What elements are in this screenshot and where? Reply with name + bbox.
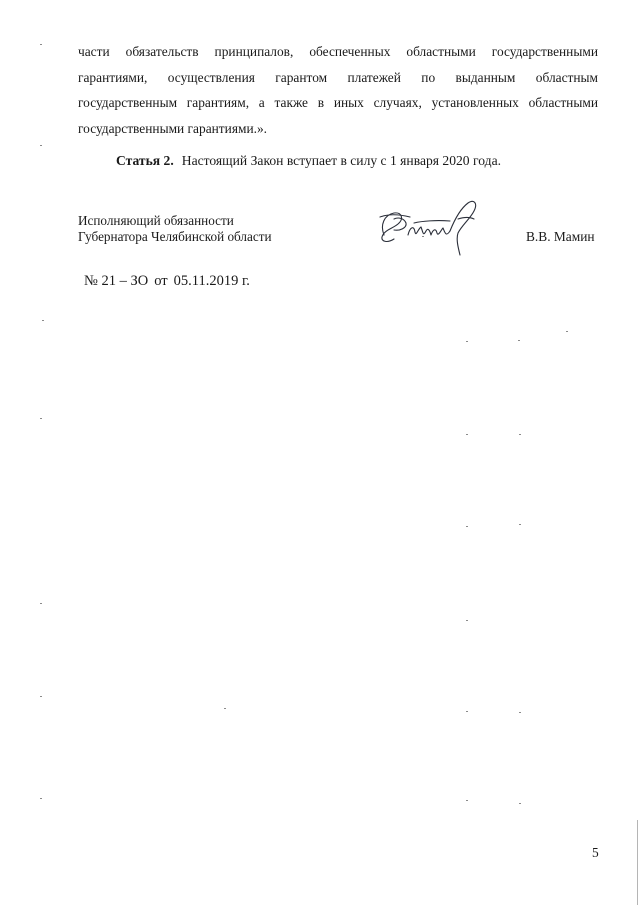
- scan-speck: [466, 341, 468, 342]
- scan-speck: [224, 708, 226, 709]
- scan-speck: [40, 798, 42, 799]
- scan-speck: [466, 620, 468, 621]
- article-2: [116, 153, 501, 169]
- signer-title-line1: Исполняющий обязанности: [78, 213, 234, 228]
- scan-speck: [519, 712, 521, 713]
- law-from: от: [154, 273, 168, 289]
- law-date: 05.11.2019 г.: [173, 273, 250, 289]
- article-label: Статья 2.: [116, 153, 174, 168]
- scan-speck: [466, 711, 468, 712]
- signer-title-line2: Губернатора Челябинской области: [78, 229, 272, 244]
- scan-speck: [40, 145, 42, 146]
- article-text: Настоящий Закон вступает в силу с 1 января 2020 года.: [181, 153, 501, 168]
- scan-speck: [466, 434, 468, 435]
- scan-speck: [519, 524, 521, 525]
- paragraph-continuation: части обязательств принципалов, обеспеченных областными государственными гарантиями, осуществления гарантом платежей по выданным областным государственным гарантиям, а также в иных случаях, установленных областными государственными гарантиями.».: [78, 44, 598, 136]
- law-number: № 21 – ЗО: [84, 273, 149, 289]
- page-number: 5: [592, 845, 599, 860]
- signer-name: В.В. Мамин: [526, 229, 595, 244]
- scan-speck: [519, 434, 521, 435]
- scan-speck: [566, 331, 568, 332]
- law-number-line: [84, 273, 256, 290]
- scan-speck: [466, 526, 468, 527]
- scan-speck: [466, 800, 468, 801]
- scan-speck: [40, 696, 42, 697]
- scan-speck: [40, 44, 42, 45]
- scan-speck: [422, 236, 424, 237]
- scan-speck: [518, 340, 520, 341]
- scan-edge-line: [637, 820, 638, 905]
- scan-speck: [519, 803, 521, 804]
- signer-title: [78, 213, 272, 245]
- handwritten-signature: [374, 197, 484, 259]
- scan-speck: [40, 418, 42, 419]
- scan-speck: [40, 603, 42, 604]
- scan-speck: [42, 320, 44, 321]
